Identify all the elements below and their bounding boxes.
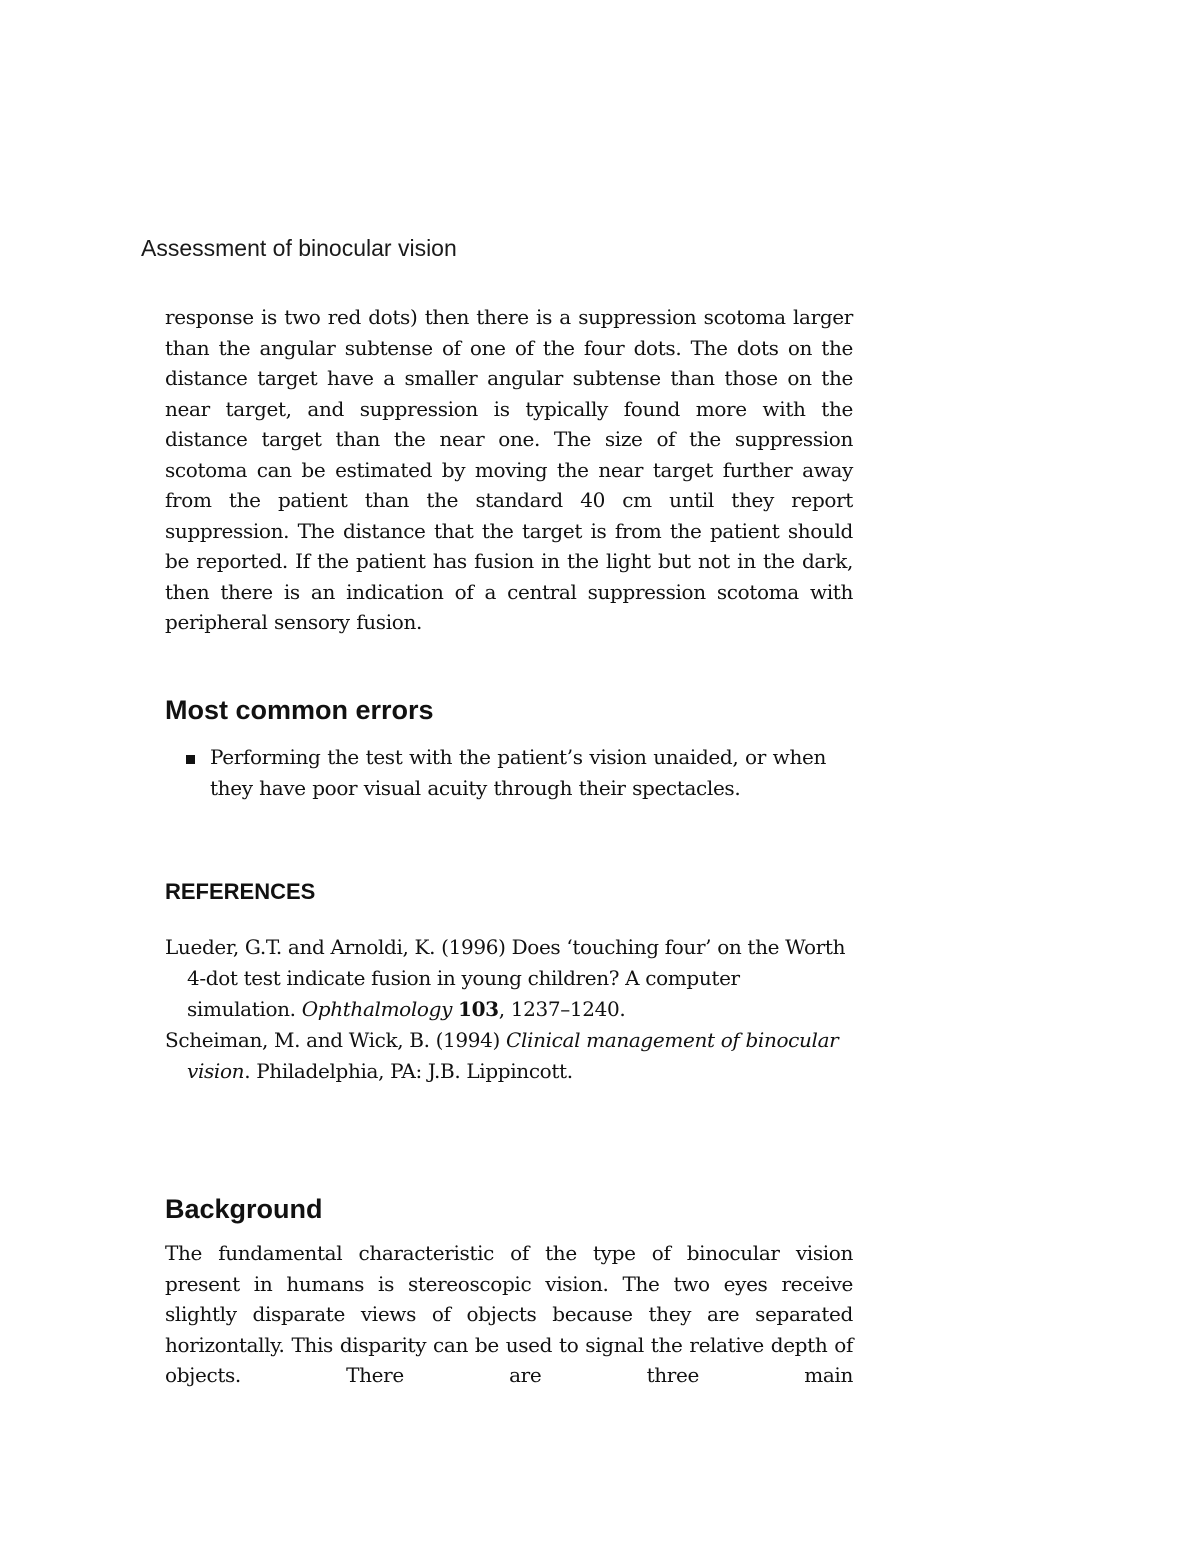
reference-publisher: . Philadelphia, PA: J.B. Lippincott. [244, 1059, 573, 1083]
reference-item [165, 1025, 853, 1087]
reference-journal: Ophthalmology [301, 997, 453, 1021]
references-heading: REFERENCES [165, 879, 316, 904]
bullet-square-icon [186, 755, 195, 764]
error-item-text: Performing the test with the patient’s vision unaided, or when they have poor visual acuity through their spectacles. [210, 745, 826, 800]
background-body [165, 1238, 853, 1391]
continuation-paragraph: response is two red dots) then there is a suppression scotoma larger than the angular subtense of one of the four dots. The dots on the distance target have a smaller angular subtense than those on the near target, and suppression is typically found more with the distance target than the near one. The size of the suppression scotoma can be estimated by moving the near target further away from the patient than the standard 40 cm until they report suppression. The distance that the target is from the patient should be reported. If the patient has fusion in the light but not in the dark, then there is an indication of a central suppression scotoma with peripheral sensory fusion. [165, 305, 853, 634]
list-item [165, 742, 853, 803]
references-section [165, 878, 853, 906]
background-paragraph: The fundamental characteristic of the type of binocular vision present in humans is stereoscopic vision. The two eyes receive slightly disparate views of objects because they are separated horizontally. This disparity can be used to signal the relative depth of objects. There are three main [165, 1241, 853, 1387]
reference-text: Lueder, G.T. and Arnoldi, K. (1996) Does ‘touching four’ on the Worth 4-dot test indicate fusion in young children? A computer simulation. [165, 935, 846, 1021]
errors-list-section [165, 742, 853, 803]
background-section [165, 1192, 853, 1226]
reference-item [165, 932, 853, 1025]
background-heading: Background [165, 1194, 323, 1224]
references-list [165, 932, 853, 1087]
reference-text: Scheiman, M. and Wick, B. (1994) [165, 1028, 507, 1052]
reference-pages: , 1237–1240. [498, 997, 626, 1021]
running-head: Assessment of binocular vision [141, 235, 457, 261]
errors-heading: Most common errors [165, 695, 434, 725]
reference-book-title: Clinical management of binocular vision [187, 1028, 839, 1083]
errors-section [165, 693, 853, 727]
errors-list [165, 742, 853, 803]
reference-volume: 103 [458, 997, 499, 1021]
continuation-section [165, 302, 853, 638]
